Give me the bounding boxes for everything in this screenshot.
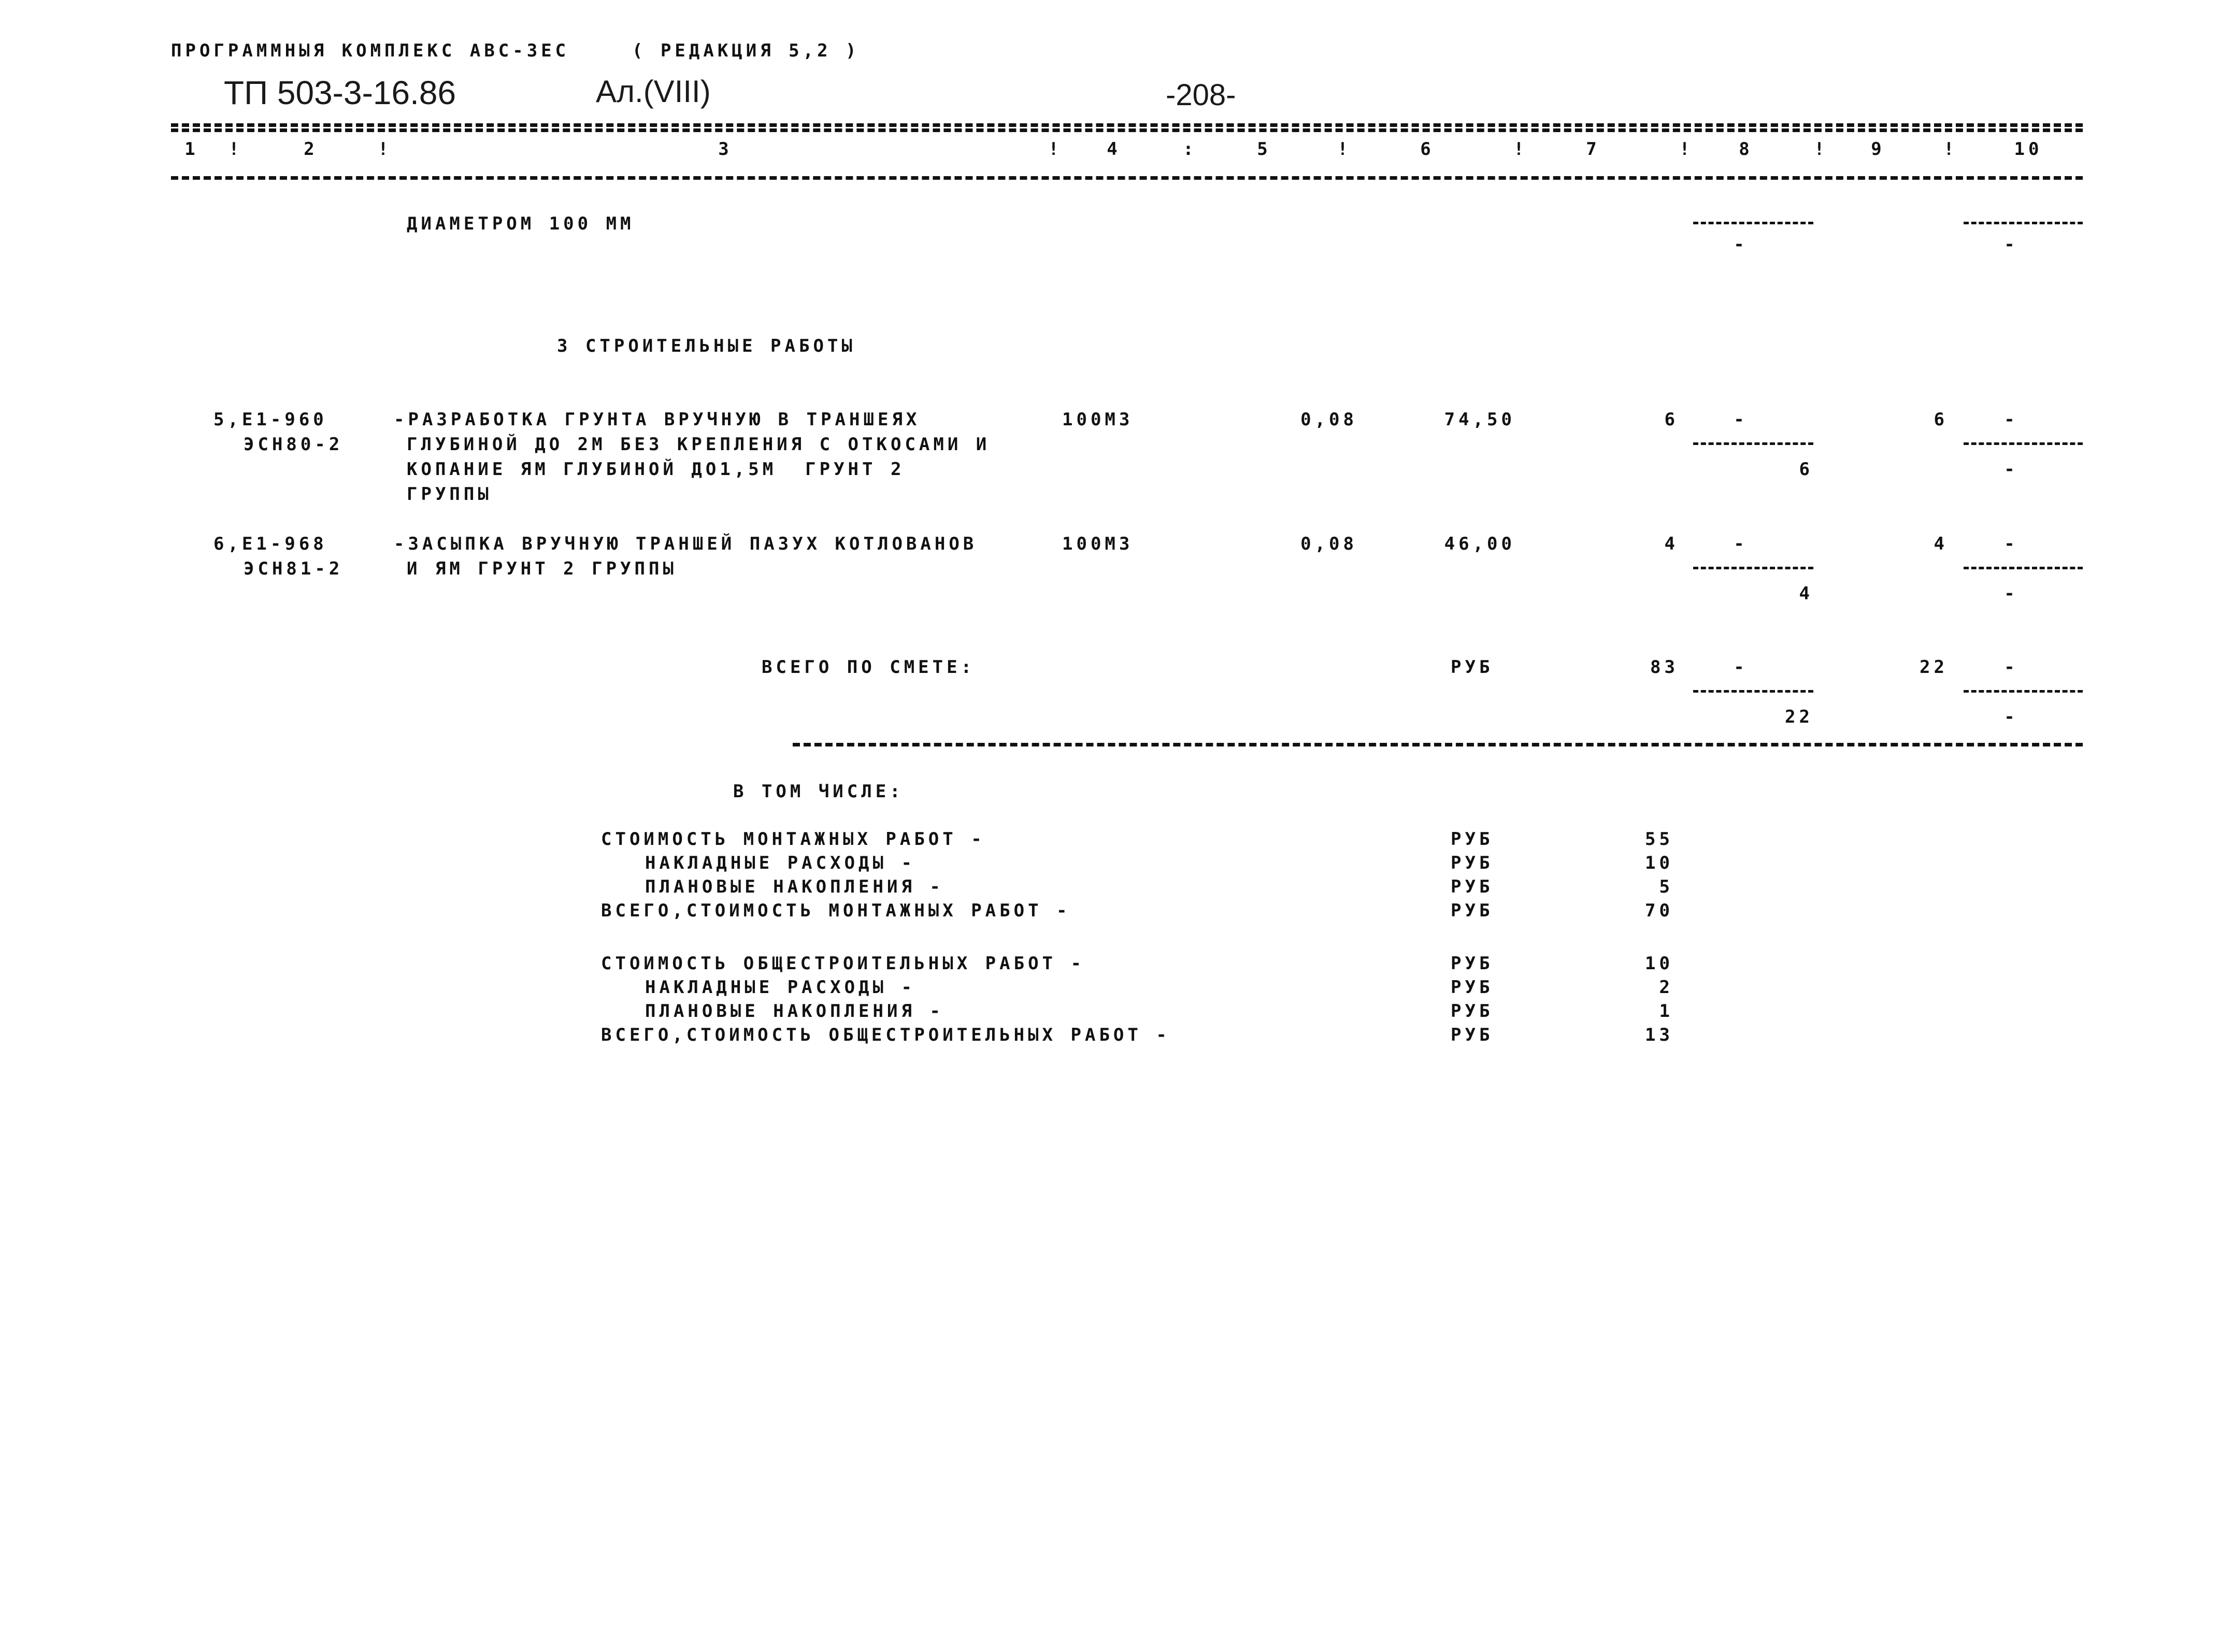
total-col8-rule <box>1693 690 1813 693</box>
carry-over-col10-rule <box>1964 222 2083 224</box>
row-col8-bottom: 4 <box>1799 583 1813 604</box>
breakdown-value: 10 <box>1645 853 1673 873</box>
row-desc-line: И ЯМ ГРУНТ 2 ГРУППЫ <box>407 558 677 579</box>
col-sep: ! <box>1048 139 1063 160</box>
row-col10-top: - <box>2004 409 2019 430</box>
row-desc-line: ГРУППЫ <box>407 484 492 505</box>
breakdown-value: 55 <box>1645 829 1673 850</box>
breakdown-unit: РУБ <box>1451 953 1494 974</box>
col-sep: ! <box>1943 139 1958 160</box>
breakdown-unit: РУБ <box>1451 829 1494 850</box>
row-qty: 0,08 <box>1300 534 1357 554</box>
column-header-row <box>0 139 2233 165</box>
col-sep: ! <box>378 139 392 160</box>
header-bottom-rule <box>171 176 2083 180</box>
row-col10-rule <box>1964 567 2083 569</box>
total-col9: 22 <box>1920 657 1948 678</box>
row-col10-rule <box>1964 442 2083 445</box>
col-sep: ! <box>1513 139 1528 160</box>
breakdown-value: 70 <box>1645 900 1673 921</box>
header-top-rule <box>171 123 2083 127</box>
row-unit: 100М3 <box>1062 534 1134 554</box>
edition-label: ( РЕДАКЦИЯ 5,2 ) <box>632 40 860 61</box>
row-code: 6,Е1-968 <box>213 534 327 554</box>
breakdown-label: НАКЛАДНЫЕ РАСХОДЫ - <box>645 977 915 998</box>
album-label: Ал.(VIII) <box>596 74 711 109</box>
breakdown-label: ПЛАНОВЫЕ НАКОПЛЕНИЯ - <box>645 1001 944 1022</box>
total-col10-rule <box>1964 690 2083 693</box>
table-row <box>0 534 2233 611</box>
total-unit: РУБ <box>1451 657 1494 678</box>
breakdown-label: ВСЕГО,СТОИМОСТЬ МОНТАЖНЫХ РАБОТ - <box>601 900 1071 921</box>
col-sep: ! <box>228 139 243 160</box>
row-desc-line: КОПАНИЕ ЯМ ГЛУБИНОЙ ДО1,5М ГРУНТ 2 <box>407 459 905 480</box>
row-ref: ЭСН80-2 <box>244 434 343 455</box>
breakdown-value: 13 <box>1645 1025 1673 1045</box>
breakdown-label: НАКЛАДНЫЕ РАСХОДЫ - <box>645 853 915 873</box>
carry-over-col8-rule <box>1693 222 1813 224</box>
breakdown-label: СТОИМОСТЬ МОНТАЖНЫХ РАБОТ - <box>601 829 985 850</box>
col-header-2: 2 <box>304 139 318 160</box>
row-col10-bottom: - <box>2004 459 2019 480</box>
row-col10-bottom: - <box>2004 583 2019 604</box>
col-header-3: 3 <box>718 139 733 160</box>
col-header-10: 10 <box>2014 139 2043 160</box>
col-sep: ! <box>1679 139 1694 160</box>
row-col8-rule <box>1693 442 1813 445</box>
breakdown-unit: РУБ <box>1451 1025 1494 1045</box>
carry-over-col8: - <box>1734 234 1748 255</box>
row-ref: ЭСН81-2 <box>244 558 343 579</box>
total-col8-bottom: 22 <box>1785 707 1813 727</box>
breakdown-label: СТОИМОСТЬ ОБЩЕСТРОИТЕЛЬНЫХ РАБОТ - <box>601 953 1085 974</box>
col-header-6: 6 <box>1420 139 1435 160</box>
row-desc-line: ГЛУБИНОЙ ДО 2М БЕЗ КРЕПЛЕНИЯ С ОТКОСАМИ И <box>407 434 991 455</box>
breakdown-unit: РУБ <box>1451 877 1494 897</box>
total-col10-top: - <box>2004 657 2019 678</box>
breakdown-value: 5 <box>1659 877 1673 897</box>
breakdown-label: ПЛАНОВЫЕ НАКОПЛЕНИЯ - <box>645 877 944 897</box>
row-unit: 100М3 <box>1062 409 1134 430</box>
header-top-rule-2 <box>171 128 2083 132</box>
col-header-8: 8 <box>1739 139 1753 160</box>
row-col8-top: - <box>1734 534 1748 554</box>
including-label: В ТОМ ЧИСЛЕ: <box>733 781 904 802</box>
total-label: ВСЕГО ПО СМЕТЕ: <box>762 657 976 678</box>
breakdown-value: 1 <box>1659 1001 1673 1022</box>
breakdown-value: 2 <box>1659 977 1673 998</box>
total-rule <box>793 743 2083 746</box>
carry-over-text: ДИАМЕТРОМ 100 ММ <box>407 213 635 234</box>
breakdown-unit: РУБ <box>1451 977 1494 998</box>
col-header-1: 1 <box>184 139 199 160</box>
col-header-5: 5 <box>1257 139 1271 160</box>
breakdown <box>0 829 2233 1057</box>
row-col9: 4 <box>1934 534 1948 554</box>
row-desc-line: -РАЗРАБОТКА ГРУНТА ВРУЧНУЮ В ТРАНШЕЯХ <box>394 409 921 430</box>
table-row <box>0 409 2233 508</box>
row-code: 5,Е1-960 <box>213 409 327 430</box>
breakdown-unit: РУБ <box>1451 1001 1494 1022</box>
program-title: ПРОГРАММНЫЯ КОМПЛЕКС АВС-ЗЕС <box>171 40 570 61</box>
breakdown-value: 10 <box>1645 953 1673 974</box>
row-col10-top: - <box>2004 534 2019 554</box>
row-desc-line: -ЗАСЫПКА ВРУЧНУЮ ТРАНШЕЙ ПАЗУХ КОТЛОВАНОВ <box>394 534 978 554</box>
total-row <box>0 657 2233 735</box>
breakdown-label: ВСЕГО,СТОИМОСТЬ ОБЩЕСТРОИТЕЛЬНЫХ РАБОТ - <box>601 1025 1170 1045</box>
row-col7: 6 <box>1664 409 1679 430</box>
row-col8-bottom: 6 <box>1799 459 1813 480</box>
col-sep: ! <box>1337 139 1352 160</box>
page-number: -208- <box>1166 78 1236 112</box>
total-col8-top: - <box>1734 657 1748 678</box>
col-header-4: 4 <box>1107 139 1121 160</box>
row-col8-rule <box>1693 567 1813 569</box>
row-col7: 4 <box>1664 534 1679 554</box>
col-sep: : <box>1183 139 1197 160</box>
row-price: 74,50 <box>1444 409 1515 430</box>
col-sep: ! <box>1814 139 1828 160</box>
row-qty: 0,08 <box>1300 409 1357 430</box>
total-col10-bottom: - <box>2004 707 2019 727</box>
row-price: 46,00 <box>1444 534 1515 554</box>
col-header-7: 7 <box>1586 139 1600 160</box>
total-col7: 83 <box>1650 657 1679 678</box>
breakdown-unit: РУБ <box>1451 900 1494 921</box>
section-title: 3 СТРОИТЕЛЬНЫЕ РАБОТЫ <box>557 336 856 356</box>
document-code: ТП 503-3-16.86 <box>224 74 456 111</box>
breakdown-unit: РУБ <box>1451 853 1494 873</box>
row-col9: 6 <box>1934 409 1948 430</box>
col-header-9: 9 <box>1871 139 1885 160</box>
row-col8-top: - <box>1734 409 1748 430</box>
carry-over-col10: - <box>2004 234 2019 255</box>
